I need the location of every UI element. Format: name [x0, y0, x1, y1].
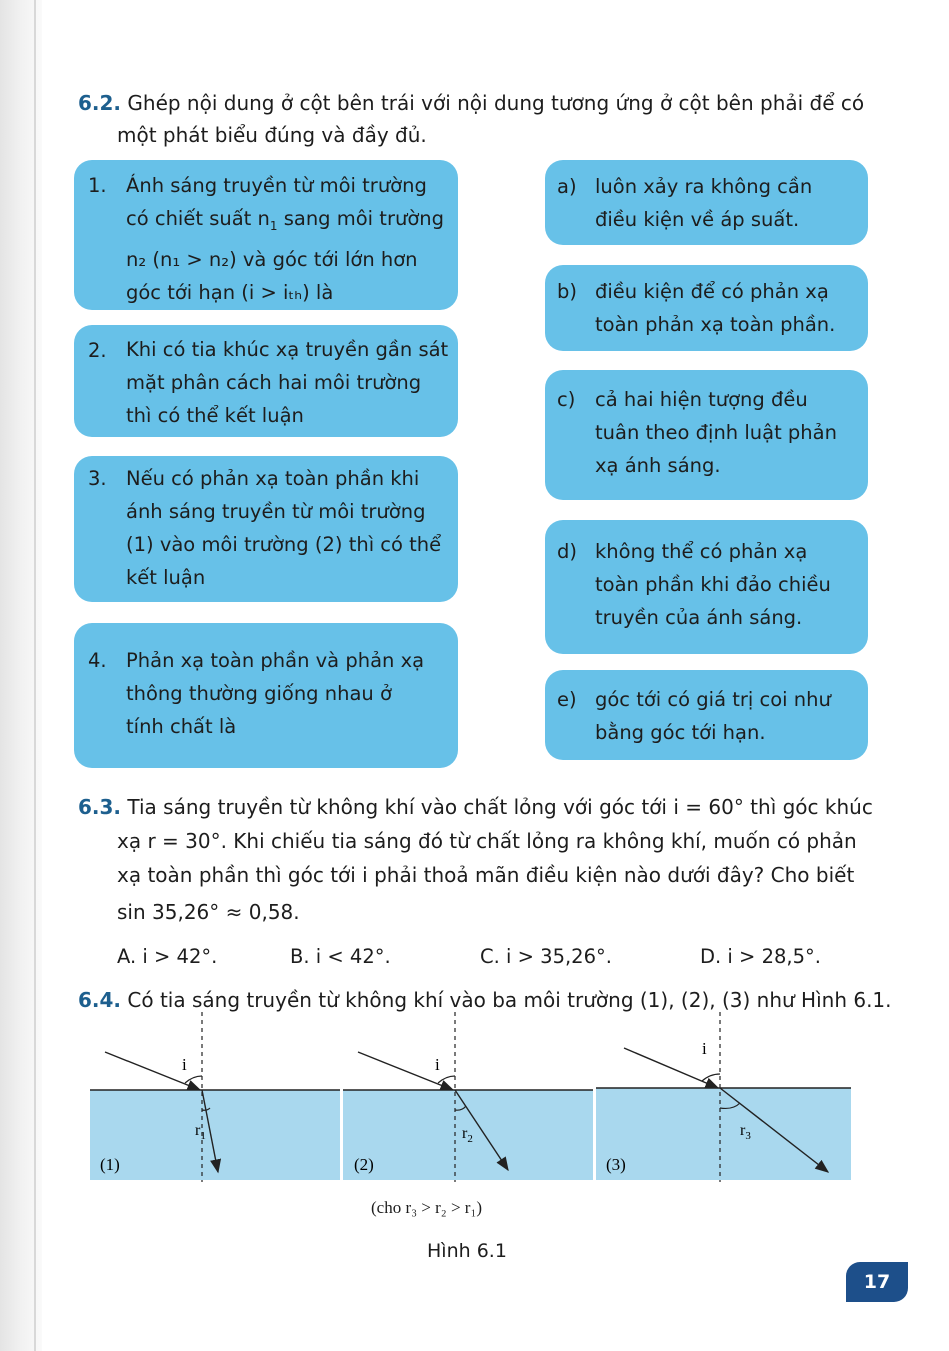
angle-i-arc: [702, 1074, 720, 1081]
text-line: toàn phản xạ toàn phần.: [595, 313, 836, 336]
label-medium-3: (3): [606, 1155, 626, 1174]
r-subscript: 3: [745, 1130, 751, 1142]
figure-6-1: [0, 1010, 949, 1270]
item-number: 3.: [88, 467, 107, 490]
item-text: [126, 462, 444, 594]
r-subscript: 1: [200, 1130, 206, 1142]
item-text: [126, 169, 444, 309]
page-number: 17: [863, 1271, 891, 1293]
text-line: tính chất là: [126, 715, 237, 738]
text-line: mặt phân cách hai môi trường: [126, 371, 422, 394]
question-6-2-line1: [78, 90, 864, 116]
option-a: A. i > 42°.: [117, 945, 218, 968]
text-line: kết luận: [126, 566, 206, 589]
question-number: 6.3.: [78, 795, 122, 819]
item-text: [126, 333, 449, 432]
question-6-2-line2: một phát biểu đúng và đầy đủ.: [117, 123, 427, 147]
angle-i-arc: [185, 1076, 202, 1083]
text-line: thông thường giống nhau ở: [126, 682, 392, 705]
text-line: không thể có phản xạ: [595, 540, 808, 563]
item-number: e): [557, 688, 577, 711]
left-item-2: [74, 325, 458, 437]
label-medium-2: (2): [354, 1155, 374, 1174]
text-line: cả hai hiện tượng đều: [595, 388, 808, 411]
question-number: 6.4.: [78, 988, 122, 1012]
refraction-diagrams: [0, 1010, 949, 1270]
text-line: Khi có tia khúc xạ truyền gần sát: [126, 338, 449, 361]
question-text: Tia sáng truyền từ không khí vào chất lỏng với góc tới i = 60° thì góc khúc: [127, 795, 873, 819]
text-line: n₂ (n₁ > n₂) và góc tới lớn hơn: [126, 247, 418, 271]
text-line: điều kiện để có phản xạ: [595, 280, 829, 303]
item-number: c): [557, 388, 576, 411]
text-line: Phản xạ toàn phần và phản xạ: [126, 649, 425, 672]
text-line: Ánh sáng truyền từ môi trường: [126, 174, 427, 197]
r-letter: r: [195, 1122, 201, 1139]
left-item-1: [74, 160, 458, 310]
item-text: [595, 535, 851, 634]
label-i-1: i: [182, 1055, 187, 1074]
right-item-b: [545, 265, 868, 351]
text-line: góc tới có giá trị coi như: [595, 688, 831, 711]
text-line: Nếu có phản xạ toàn phần khi: [126, 467, 420, 490]
item-number: d): [557, 540, 577, 563]
text-line: truyền của ánh sáng.: [595, 606, 803, 629]
question-6-3-line3: xạ toàn phần thì góc tới i phải thoả mãn điều kiện nào dưới đây? Cho biết: [117, 863, 855, 887]
item-number: 2.: [88, 339, 107, 362]
label-i-3: i: [702, 1039, 707, 1058]
diagram-medium-2: [343, 1012, 593, 1182]
r-letter: r: [462, 1125, 468, 1142]
item-number: 4.: [88, 649, 107, 672]
text-line: thì có thể kết luận: [126, 404, 304, 427]
label-i-2: i: [435, 1055, 440, 1074]
question-text: Ghép nội dung ở cột bên trái với nội dung tương ứng ở cột bên phải để có: [127, 91, 865, 115]
medium-1-area: [90, 1090, 340, 1180]
text-part: có chiết suất n: [126, 207, 270, 230]
figure-title: Hình 6.1: [427, 1240, 507, 1262]
left-item-3: [74, 456, 458, 602]
figure-caption: (cho r₃ > r₂ > r₁): [371, 1198, 483, 1217]
text-line: (1) vào môi trường (2) thì có thể: [126, 533, 442, 556]
option-c: C. i > 35,26°.: [480, 945, 612, 968]
text-line: luôn xảy ra không cần: [595, 175, 813, 198]
item-text: [595, 275, 851, 341]
item-number: b): [557, 280, 577, 303]
right-item-e: [545, 670, 868, 760]
text-line: tuân theo định luật phản: [595, 421, 837, 444]
left-item-4: [74, 623, 458, 768]
option-b: B. i < 42°.: [290, 945, 391, 968]
page-number-badge: [846, 1262, 908, 1302]
diagram-medium-3: [596, 1012, 851, 1182]
text-line: ánh sáng truyền từ môi trường: [126, 500, 426, 523]
text-part: sang môi trường: [277, 207, 444, 230]
item-text: [595, 683, 851, 749]
angle-i-arc: [438, 1076, 455, 1083]
item-text: [126, 644, 444, 743]
r-subscript: 2: [467, 1133, 473, 1145]
item-number: a): [557, 175, 577, 198]
question-number: 6.2.: [78, 91, 122, 115]
text-line: [126, 202, 444, 243]
question-6-3-line4: sin 35,26° ≈ 0,58.: [117, 900, 300, 924]
medium-3-area: [596, 1088, 851, 1180]
subscript: 1: [269, 218, 278, 233]
text-line: điều kiện về áp suất.: [595, 208, 800, 231]
right-item-c: [545, 370, 868, 500]
item-text: [595, 170, 851, 236]
item-text: [595, 383, 851, 482]
question-6-3-line1: [78, 794, 873, 820]
question-text: Có tia sáng truyền từ không khí vào ba môi trường (1), (2), (3) như Hình 6.1.: [127, 988, 892, 1012]
text-line: xạ ánh sáng.: [595, 454, 721, 477]
diagram-medium-1: [90, 1012, 340, 1182]
right-item-d: [545, 520, 868, 654]
label-medium-1: (1): [100, 1155, 120, 1174]
r-letter: r: [740, 1122, 746, 1139]
text-line: bằng góc tới hạn.: [595, 721, 766, 744]
item-number: 1.: [88, 174, 107, 197]
question-6-3-line2: xạ r = 30°. Khi chiếu tia sáng đó từ chất lỏng ra không khí, muốn có phản: [117, 829, 857, 853]
right-item-a: [545, 160, 868, 245]
option-d: D. i > 28,5°.: [700, 945, 821, 968]
text-line: toàn phần khi đảo chiều: [595, 573, 831, 596]
text-line: góc tới hạn (i > iₜₕ) là: [126, 280, 334, 304]
